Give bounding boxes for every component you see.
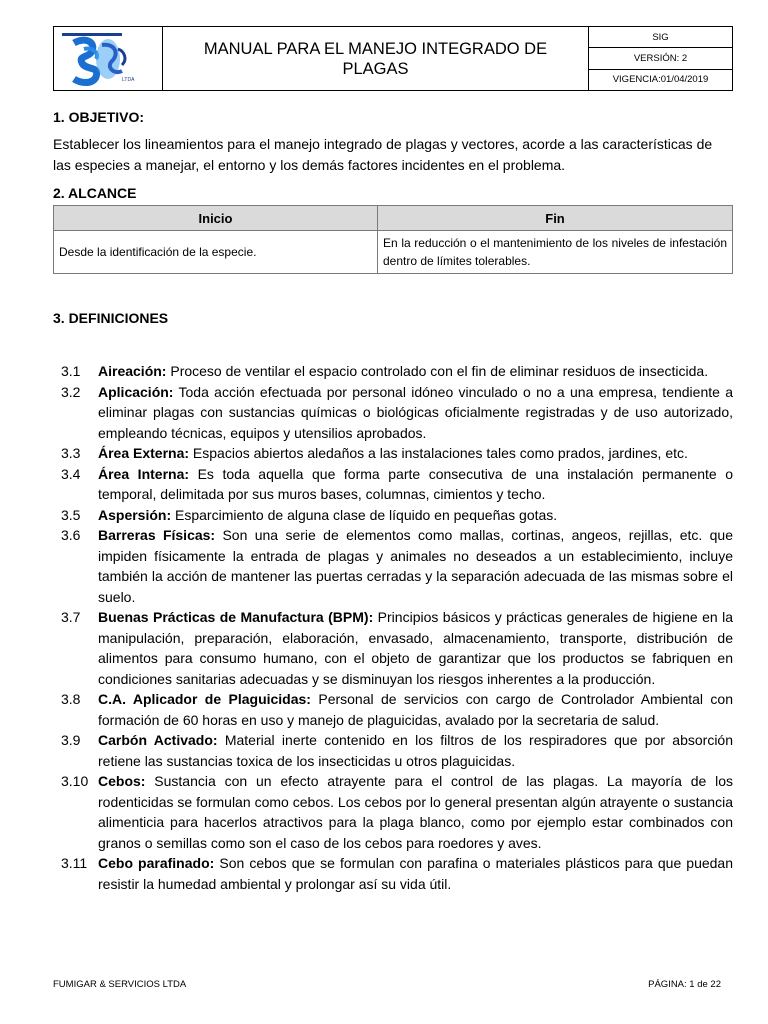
list-item — [53, 382, 733, 444]
definition-text — [98, 382, 733, 444]
definition-body: Toda acción efectuada por personal idóneo vinculado o no a una empresa, tendiente a eliminar plagas con sustancias químicas o biológicas oficialmente registradas y de uso autorizado, empleando técnicas, equipos y utensilios aprobados. — [98, 383, 733, 441]
definition-text — [98, 361, 733, 382]
list-item — [53, 730, 733, 771]
definitions-list — [53, 361, 733, 894]
list-item — [53, 689, 733, 730]
vigencia-label: VIGENCIA:01/04/2019 — [612, 74, 709, 86]
definition-text — [98, 689, 733, 730]
definition-number: 3.7 — [61, 609, 81, 625]
list-item — [53, 607, 733, 689]
definition-body: Es toda aquella que forma parte consecutiva de una instalación permanente o temporal, delimitada por sus muros bases, columnas, cimientos y techo. — [98, 465, 734, 502]
definition-body: Son cebos que se formulan con parafina o materiales plásticos para que puedan resistir la humedad ambiental y prolongar así su vida útil. — [98, 855, 734, 892]
document-title: MANUAL PARA EL MANEJO INTEGRADO DE PLAGAS — [163, 27, 589, 90]
definition-number: 3.11 — [61, 855, 88, 871]
definition-text — [98, 607, 733, 689]
definition-number: 3.4 — [61, 465, 81, 482]
list-item — [53, 525, 733, 607]
fumigar-logo-icon — [62, 31, 152, 87]
document-header — [53, 26, 733, 91]
definition-number: 3.1 — [61, 363, 81, 379]
table-header-fin: Fin — [378, 206, 733, 231]
table-cell-fin: En la reducción o el mantenimiento de los niveles de infestación dentro de límites tolerables. — [378, 231, 733, 274]
definition-text — [98, 853, 733, 894]
definition-body: Sustancia con un efecto atrayente para el control de las plagas. La mayoría de los rodenticidas se formulan como cebos. Los cebos por lo general presentan algún atrayente o sustancia alimenticia para hacerlos atractivos para la plaga blanco, como por ejemplo estar combinados con granos o semillas como son el caso de los cebos para roedores y aves. — [98, 773, 733, 851]
definition-term: Carbón Activado: — [98, 732, 218, 748]
definition-body: Material inerte contenido en los filtros de los respiradores que por absorción retiene las sustancias toxica de los insecticidas u otros plaguicidas. — [98, 732, 734, 769]
footer-page-number: PÁGINA: 1 de 22 — [648, 979, 721, 990]
definition-text — [98, 505, 733, 526]
definition-text — [98, 464, 733, 505]
list-item — [53, 771, 733, 853]
definition-term: Aspersión: — [98, 506, 172, 523]
definition-term: Área Externa: — [98, 445, 190, 461]
svg-text:LTDA: LTDA — [122, 77, 135, 83]
definition-body: Proceso de ventilar el espacio controlado con el fin de eliminar residuos de insecticida. — [166, 363, 709, 379]
definition-number: 3.5 — [61, 506, 81, 523]
list-item — [53, 361, 733, 382]
definition-term: C.A. Aplicador de Plaguicidas: — [98, 691, 311, 707]
list-item — [53, 505, 733, 526]
definition-text — [98, 525, 733, 607]
definition-term: Área Interna: — [98, 465, 190, 482]
table-cell-inicio: Desde la identificación de la especie. — [54, 231, 378, 274]
definition-number: 3.2 — [61, 383, 81, 400]
document-meta — [589, 27, 732, 90]
table-header-inicio: Inicio — [54, 206, 378, 231]
logo-cell — [54, 27, 163, 90]
version-label: VERSIÓN: 2 — [589, 48, 732, 69]
definition-body: Personal de servicios con cargo de Controlador Ambiental con formación de 60 horas en uso y manejo de plaguicidas, avalado por la secretaria de salud. — [98, 691, 733, 728]
definition-number: 3.6 — [61, 527, 81, 543]
definition-number: 3.8 — [61, 691, 81, 707]
definition-term: Aplicación: — [98, 383, 174, 400]
definition-body: Principios básicos y prácticas generales de higiene en la manipulación, preparación, elaboración, envasado, almacenamiento, transporte, distribución de alimentos para consumo humano, con el objeto de garantizar que los productos se fabriquen en condiciones sanitarias adecuadas y se disminuyan los riesgos inherentes a la producción. — [98, 609, 733, 687]
definition-body: Espacios abiertos aledaños a las instalaciones tales como prados, jardines, etc. — [189, 445, 688, 461]
definition-term: Barreras Físicas: — [98, 527, 216, 543]
definition-body: Son una serie de elementos como mallas, cortinas, angeos, rejillas, etc. que impiden físicamente la entrada de plagas y animales no deseados a un establecimiento, incluye también la acción de mantener las puertas cerradas y la separación adecuada de las mismas sobre el suelo. — [98, 527, 733, 605]
table-header-row — [54, 206, 733, 231]
sig-label: SIG — [589, 27, 732, 48]
definition-term: Cebos: — [98, 773, 146, 789]
objetivo-text: Establecer los lineamientos para el manejo integrado de plagas y vectores, acorde a las características de las especies a manejar, el entorno y los demás factores incidentes en el problema. — [53, 136, 713, 173]
definition-text — [98, 771, 733, 853]
definition-body: Esparcimiento de alguna clase de líquido en pequeñas gotas. — [171, 506, 558, 523]
alcance-heading: 2. ALCANCE — [53, 185, 137, 201]
definition-number: 3.9 — [61, 732, 81, 748]
definition-text — [98, 730, 733, 771]
list-item — [53, 464, 733, 505]
definition-number: 3.10 — [61, 773, 89, 789]
alcance-table — [53, 205, 733, 274]
list-item — [53, 443, 733, 464]
table-row — [54, 231, 733, 274]
footer-company: FUMIGAR & SERVICIOS LTDA — [53, 979, 187, 990]
objetivo-heading: 1. OBJETIVO: — [53, 109, 145, 125]
list-item — [53, 853, 733, 894]
definition-text — [98, 443, 733, 464]
definiciones-heading: 3. DEFINICIONES — [53, 310, 169, 326]
definition-term: Buenas Prácticas de Manufactura (BPM): — [98, 609, 374, 625]
definition-number: 3.3 — [61, 445, 81, 461]
definition-term: Aireación: — [98, 363, 167, 379]
definition-term: Cebo parafinado: — [98, 855, 215, 871]
